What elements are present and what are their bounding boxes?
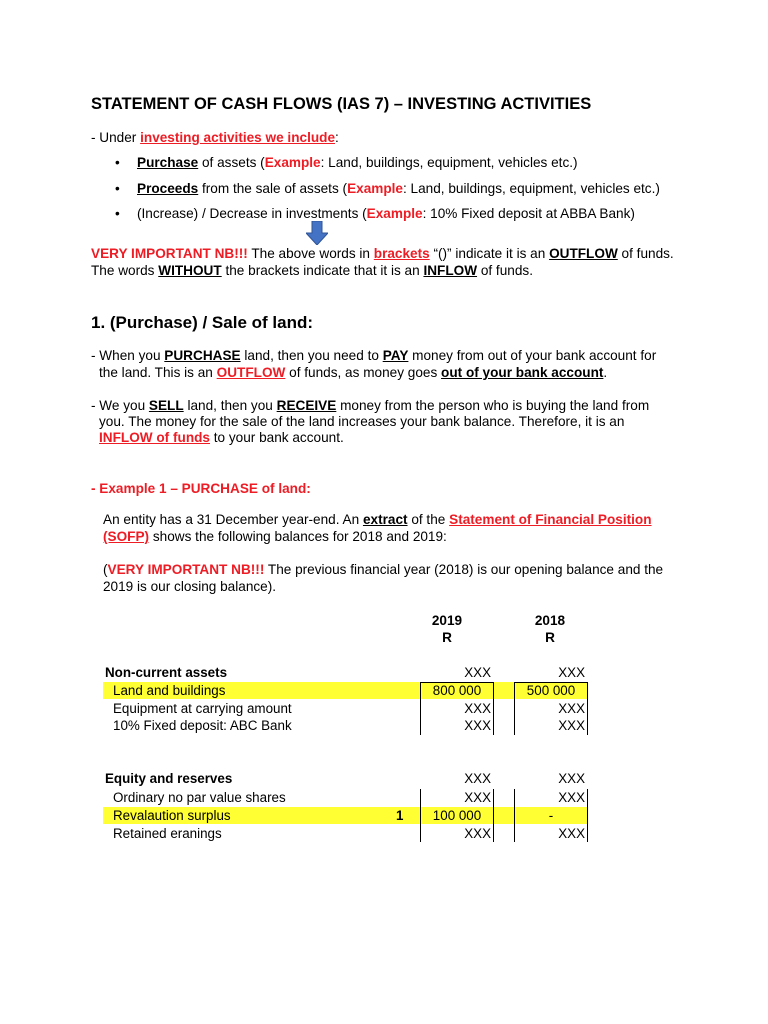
bullet-icon: • xyxy=(115,206,120,221)
value-2019: 800 000 xyxy=(432,683,482,698)
bullet-item: • Proceeds from the sale of assets (Example: Land, buildings, equipment, vehicles etc.) xyxy=(115,181,660,196)
section-heading: 1. (Purchase) / Sale of land: xyxy=(91,313,314,332)
column-header-2019: 2019 xyxy=(431,613,463,628)
paragraph-purchase-line-1: - When you PURCHASE land, then you need to PAY money from out of your bank account for xyxy=(91,348,657,363)
intro-highlight: investing activities we include xyxy=(140,130,336,145)
column-header-2018: 2018 xyxy=(534,613,566,628)
value-2018: XXX xyxy=(558,826,585,841)
example-nb-line-1: (VERY IMPORTANT NB!!! The previous financial year (2018) is our opening balance and the xyxy=(103,562,664,577)
example-intro-line-1: An entity has a 31 December year-end. An extract of the Statement of Financial Position xyxy=(103,512,652,527)
value-2018: XXX xyxy=(558,665,585,680)
bullet-item: • (Increase) / Decrease in investments (Example: 10% Fixed deposit at ABBA Bank) xyxy=(115,206,635,221)
paragraph-purchase-line-2: the land. This is an OUTFLOW of funds, as money goes out of your bank account. xyxy=(99,365,608,380)
value-2019: XXX xyxy=(464,771,491,786)
bullet-icon: • xyxy=(115,181,120,196)
paragraph-sell-line-2: you. The money for the sale of the land increases your bank balance. Therefore, it is an xyxy=(99,414,625,429)
row-label: Retained eranings xyxy=(113,826,222,841)
row-label: Equity and reserves xyxy=(105,771,233,786)
bullet-icon: • xyxy=(115,155,120,170)
paragraph-sell-line-3: INFLOW of funds to your bank account. xyxy=(99,430,344,445)
row-label: Non-current assets xyxy=(105,665,228,680)
paragraph-sell-line-1: - We you SELL land, then you RECEIVE money from the person who is buying the land from xyxy=(91,398,650,413)
column-currency-2018: R xyxy=(545,630,555,645)
value-2018: - xyxy=(548,808,554,823)
value-2018: XXX xyxy=(558,790,585,805)
value-2018: XXX xyxy=(558,701,585,716)
arrow-down-icon xyxy=(306,221,328,245)
value-2019: XXX xyxy=(464,701,491,716)
value-2019: 100 000 xyxy=(432,808,482,823)
value-2019: XXX xyxy=(464,718,491,733)
row-label: 10% Fixed deposit: ABC Bank xyxy=(113,718,292,733)
note-reference: 1 xyxy=(396,808,404,823)
row-label: Revalaution surplus xyxy=(113,808,231,823)
value-2018: XXX xyxy=(558,771,585,786)
value-2019: XXX xyxy=(464,826,491,841)
value-2019: XXX xyxy=(464,665,491,680)
row-label: Equipment at carrying amount xyxy=(113,701,292,716)
column-currency-2019: R xyxy=(442,630,452,645)
nb-line-1: VERY IMPORTANT NB!!! The above words in brackets “()” indicate it is an OUTFLOW of funds. xyxy=(91,246,674,261)
example-intro-line-2: (SOFP) shows the following balances for 2018 and 2019: xyxy=(103,529,447,544)
row-label: Land and buildings xyxy=(113,683,226,698)
bullet-item: • Purchase of assets (Example: Land, buildings, equipment, vehicles etc.) xyxy=(115,155,578,170)
page-title: STATEMENT OF CASH FLOWS (IAS 7) – INVESTING ACTIVITIES xyxy=(91,95,592,113)
example-heading: - Example 1 – PURCHASE of land: xyxy=(91,481,311,496)
intro-line: - Under investing activities we include: xyxy=(91,130,339,145)
row-label: Ordinary no par value shares xyxy=(113,790,286,805)
value-2019: XXX xyxy=(464,790,491,805)
example-nb-line-2: 2019 is our closing balance). xyxy=(103,579,277,594)
value-2018: XXX xyxy=(558,718,585,733)
nb-line-2: The words WITHOUT the brackets indicate that it is an INFLOW of funds. xyxy=(91,263,533,278)
value-2018: 500 000 xyxy=(526,683,576,698)
